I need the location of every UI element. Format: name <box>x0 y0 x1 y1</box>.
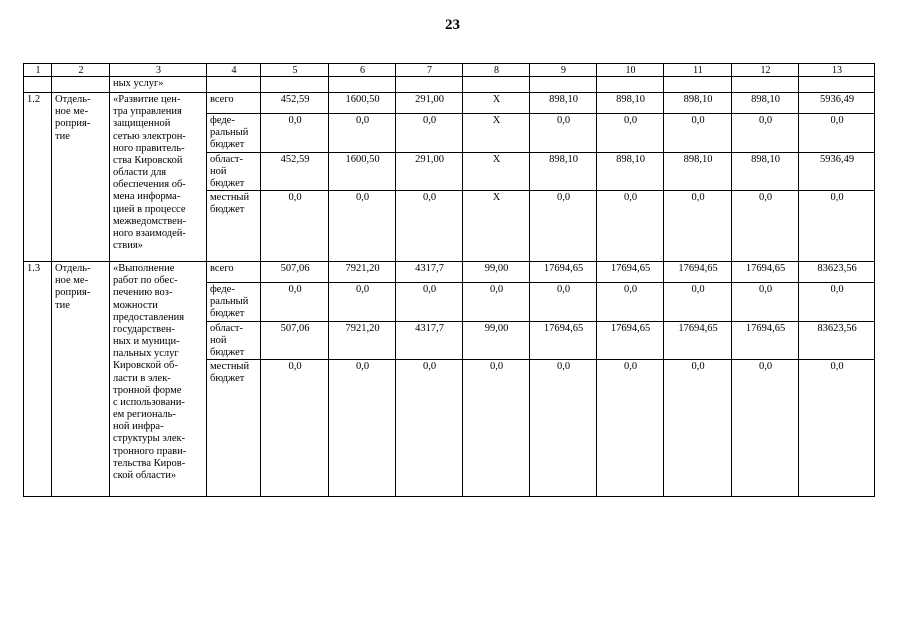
activity-name: «Выполнение работ по обес- печению воз- можности предоставления государствен- ных и муници- пальных услуг Кировской об- ласти в элек- тронной форме с использовани- ем региональ- ной инфра- структуры элек- тронного прави- тельства Киров- ской области» <box>110 262 207 497</box>
empty-cell <box>207 77 261 93</box>
empty-cell <box>24 77 52 93</box>
amount-cell: 452,59 <box>261 93 329 114</box>
amount-cell: 7921,20 <box>329 321 396 360</box>
amount-cell: 17694,65 <box>732 321 799 360</box>
budget-table <box>23 63 875 497</box>
amount-cell: 1600,50 <box>329 93 396 114</box>
column-number: 8 <box>463 64 530 77</box>
activity-name: «Развитие цен- тра управления защищенной сетью электрон- ного правитель- ства Кировской области для обеспечения об- мена информа- цией в процессе межведомствен- ного взаимодей- ствия» <box>110 93 207 262</box>
amount-cell: 0,0 <box>799 283 875 322</box>
amount-cell: 898,10 <box>597 152 664 191</box>
column-number: 2 <box>52 64 110 77</box>
budget-source: феде- ральный бюджет <box>207 114 261 153</box>
budget-source: всего <box>207 262 261 283</box>
activity-rows <box>24 93 875 497</box>
continuation-text: ных услуг» <box>110 77 207 93</box>
amount-cell: 0,0 <box>261 283 329 322</box>
budget-source: област- ной бюджет <box>207 321 261 360</box>
amount-cell: 0,0 <box>329 114 396 153</box>
amount-cell: 0,0 <box>530 114 597 153</box>
column-number: 1 <box>24 64 52 77</box>
empty-cell <box>463 77 530 93</box>
amount-cell: 0,0 <box>799 360 875 497</box>
empty-cell <box>597 77 664 93</box>
amount-cell: 898,10 <box>732 93 799 114</box>
amount-cell: 0,0 <box>329 360 396 497</box>
amount-cell: 83623,56 <box>799 262 875 283</box>
amount-cell: 7921,20 <box>329 262 396 283</box>
amount-cell: 898,10 <box>530 93 597 114</box>
amount-cell: 0,0 <box>261 114 329 153</box>
amount-cell: 291,00 <box>396 152 463 191</box>
amount-cell: 0,0 <box>597 191 664 262</box>
amount-cell: 0,0 <box>261 360 329 497</box>
column-number: 5 <box>261 64 329 77</box>
amount-cell: 0,0 <box>799 114 875 153</box>
amount-cell: 0,0 <box>396 114 463 153</box>
empty-cell <box>396 77 463 93</box>
amount-cell: 17694,65 <box>530 262 597 283</box>
amount-cell: 0,0 <box>597 283 664 322</box>
amount-cell: 0,0 <box>530 360 597 497</box>
empty-cell <box>732 77 799 93</box>
budget-source: област- ной бюджет <box>207 152 261 191</box>
amount-cell: 0,0 <box>530 283 597 322</box>
amount-cell: 898,10 <box>664 93 732 114</box>
amount-cell: X <box>463 191 530 262</box>
amount-cell: 17694,65 <box>530 321 597 360</box>
empty-cell <box>799 77 875 93</box>
amount-cell: 17694,65 <box>664 321 732 360</box>
amount-cell: 0,0 <box>732 283 799 322</box>
column-number: 9 <box>530 64 597 77</box>
amount-cell: 0,0 <box>597 114 664 153</box>
column-number-row <box>24 64 875 77</box>
row-number: 1.3 <box>24 262 52 497</box>
amount-cell: 17694,65 <box>664 262 732 283</box>
amount-cell: X <box>463 93 530 114</box>
amount-cell: 0,0 <box>597 360 664 497</box>
activity-type: Отдель- ное ме- роприя- тие <box>52 262 110 497</box>
amount-cell: 0,0 <box>799 191 875 262</box>
empty-cell <box>530 77 597 93</box>
amount-cell: 507,06 <box>261 262 329 283</box>
amount-cell: 4317,7 <box>396 262 463 283</box>
amount-cell: 0,0 <box>396 283 463 322</box>
amount-cell: 0,0 <box>664 191 732 262</box>
amount-cell: 0,0 <box>463 283 530 322</box>
budget-source: феде- ральный бюджет <box>207 283 261 322</box>
amount-cell: 898,10 <box>597 93 664 114</box>
amount-cell: X <box>463 152 530 191</box>
amount-cell: 17694,65 <box>597 321 664 360</box>
amount-cell: 0,0 <box>732 360 799 497</box>
amount-cell: 898,10 <box>530 152 597 191</box>
empty-cell <box>664 77 732 93</box>
table-row <box>24 262 875 283</box>
amount-cell: 0,0 <box>396 360 463 497</box>
empty-cell <box>52 77 110 93</box>
column-number: 10 <box>597 64 664 77</box>
amount-cell: 0,0 <box>329 191 396 262</box>
amount-cell: 0,0 <box>463 360 530 497</box>
column-number: 13 <box>799 64 875 77</box>
column-number: 3 <box>110 64 207 77</box>
budget-source: всего <box>207 93 261 114</box>
budget-source: местный бюджет <box>207 191 261 262</box>
amount-cell: 0,0 <box>664 114 732 153</box>
amount-cell: 0,0 <box>664 360 732 497</box>
continuation-row <box>24 77 875 93</box>
amount-cell: 5936,49 <box>799 93 875 114</box>
amount-cell: 5936,49 <box>799 152 875 191</box>
amount-cell: 0,0 <box>732 114 799 153</box>
amount-cell: 0,0 <box>732 191 799 262</box>
amount-cell: 0,0 <box>530 191 597 262</box>
column-number: 11 <box>664 64 732 77</box>
amount-cell: 452,59 <box>261 152 329 191</box>
amount-cell: 898,10 <box>664 152 732 191</box>
activity-type: Отдель- ное ме- роприя- тие <box>52 93 110 262</box>
amount-cell: 0,0 <box>664 283 732 322</box>
amount-cell: 507,06 <box>261 321 329 360</box>
column-number: 4 <box>207 64 261 77</box>
amount-cell: 4317,7 <box>396 321 463 360</box>
amount-cell: 83623,56 <box>799 321 875 360</box>
empty-cell <box>261 77 329 93</box>
amount-cell: 0,0 <box>396 191 463 262</box>
table-row <box>24 93 875 114</box>
amount-cell: 99,00 <box>463 262 530 283</box>
budget-source: местный бюджет <box>207 360 261 497</box>
row-number: 1.2 <box>24 93 52 262</box>
page-number: 23 <box>445 17 460 33</box>
amount-cell: 17694,65 <box>732 262 799 283</box>
amount-cell: 0,0 <box>329 283 396 322</box>
amount-cell: X <box>463 114 530 153</box>
amount-cell: 291,00 <box>396 93 463 114</box>
amount-cell: 0,0 <box>261 191 329 262</box>
column-number: 7 <box>396 64 463 77</box>
amount-cell: 1600,50 <box>329 152 396 191</box>
amount-cell: 17694,65 <box>597 262 664 283</box>
amount-cell: 898,10 <box>732 152 799 191</box>
amount-cell: 99,00 <box>463 321 530 360</box>
column-number: 6 <box>329 64 396 77</box>
column-number: 12 <box>732 64 799 77</box>
empty-cell <box>329 77 396 93</box>
